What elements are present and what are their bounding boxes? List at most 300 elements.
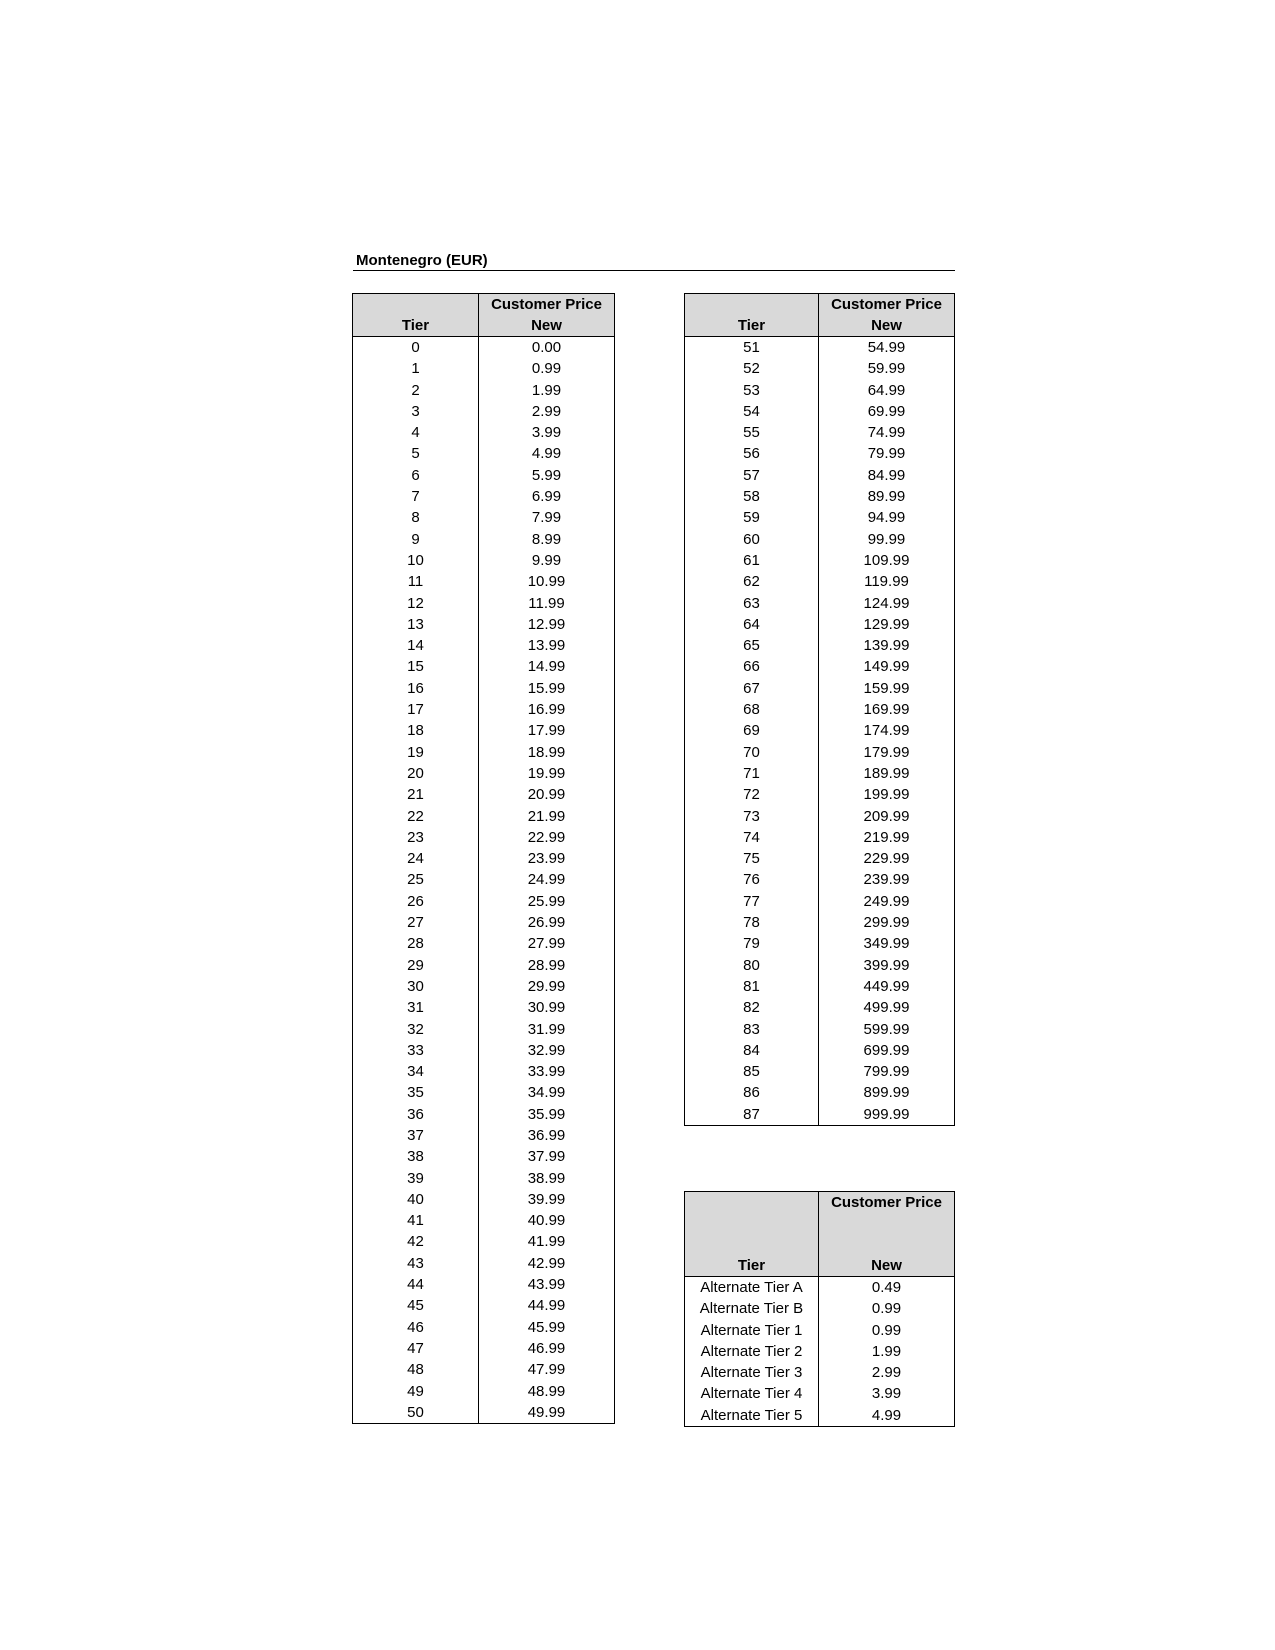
table-row — [353, 656, 615, 677]
tier-cell: 14 — [353, 635, 479, 656]
table-row — [685, 401, 955, 422]
table-row — [353, 571, 615, 592]
table-row — [685, 1341, 955, 1362]
price-cell: 48.99 — [479, 1381, 615, 1402]
table-row — [353, 720, 615, 741]
table-row — [685, 1298, 955, 1319]
tier-cell: 49 — [353, 1381, 479, 1402]
tier-header-label: Tier — [737, 317, 766, 334]
tier-cell: 60 — [685, 529, 819, 550]
tier-cell: 12 — [353, 593, 479, 614]
tier-cell: 71 — [685, 763, 819, 784]
table-row — [685, 1383, 955, 1404]
tier-cell: 57 — [685, 465, 819, 486]
table-row — [353, 976, 615, 997]
table-body — [685, 337, 955, 1126]
tier-cell: 51 — [685, 337, 819, 359]
table-row — [685, 1040, 955, 1061]
table-row — [353, 1125, 615, 1146]
price-cell: 40.99 — [479, 1210, 615, 1231]
table-row — [685, 443, 955, 464]
table-row — [685, 976, 955, 997]
table-row — [353, 593, 615, 614]
price-table-alternate — [684, 1191, 955, 1427]
tier-cell: 48 — [353, 1359, 479, 1380]
price-cell: 4.99 — [819, 1405, 955, 1427]
table-row — [353, 763, 615, 784]
price-cell: 41.99 — [479, 1231, 615, 1252]
price-cell: 174.99 — [819, 720, 955, 741]
price-cell: 35.99 — [479, 1104, 615, 1125]
table-row — [353, 635, 615, 656]
price-cell: 199.99 — [819, 784, 955, 805]
tier-column-header — [353, 294, 479, 337]
tier-cell: 56 — [685, 443, 819, 464]
price-cell: 799.99 — [819, 1061, 955, 1082]
table-row — [685, 784, 955, 805]
table-row — [685, 656, 955, 677]
tier-cell: 25 — [353, 869, 479, 890]
price-cell: 0.99 — [819, 1298, 955, 1319]
table-row — [685, 827, 955, 848]
table-row — [353, 1381, 615, 1402]
price-cell: 26.99 — [479, 912, 615, 933]
price-cell: 3.99 — [479, 422, 615, 443]
table-row — [685, 763, 955, 784]
tier-cell: Alternate Tier 4 — [685, 1383, 819, 1404]
price-cell: 47.99 — [479, 1359, 615, 1380]
price-cell: 38.99 — [479, 1168, 615, 1189]
price-cell: 20.99 — [479, 784, 615, 805]
price-cell: 399.99 — [819, 955, 955, 976]
tier-cell: 73 — [685, 806, 819, 827]
tier-cell: 69 — [685, 720, 819, 741]
table-row — [353, 1019, 615, 1040]
price-cell: 44.99 — [479, 1295, 615, 1316]
tier-cell: 7 — [353, 486, 479, 507]
tier-cell: 33 — [353, 1040, 479, 1061]
tier-cell: 86 — [685, 1082, 819, 1103]
tier-cell: 54 — [685, 401, 819, 422]
price-cell: 129.99 — [819, 614, 955, 635]
price-cell: 30.99 — [479, 997, 615, 1018]
price-cell: 4.99 — [479, 443, 615, 464]
price-cell: 12.99 — [479, 614, 615, 635]
tier-cell: 17 — [353, 699, 479, 720]
tier-cell: 26 — [353, 891, 479, 912]
tier-cell: 66 — [685, 656, 819, 677]
table-row — [353, 869, 615, 890]
price-header-line2: New — [871, 317, 902, 334]
table-row — [353, 742, 615, 763]
table-row — [353, 1274, 615, 1295]
price-cell: 14.99 — [479, 656, 615, 677]
tier-cell: 79 — [685, 933, 819, 954]
table-row — [353, 997, 615, 1018]
table-row — [353, 529, 615, 550]
table-row — [685, 912, 955, 933]
price-cell: 1.99 — [819, 1341, 955, 1362]
table-body — [353, 337, 615, 1424]
table-row — [353, 1253, 615, 1274]
price-header-line2: New — [871, 1257, 902, 1274]
table-row — [685, 1019, 955, 1040]
table-row — [353, 1317, 615, 1338]
table-row — [685, 678, 955, 699]
table-row — [353, 550, 615, 571]
tier-cell: 39 — [353, 1168, 479, 1189]
price-cell: 11.99 — [479, 593, 615, 614]
table-row — [685, 358, 955, 379]
price-cell: 27.99 — [479, 933, 615, 954]
table-row — [685, 486, 955, 507]
tier-cell: 15 — [353, 656, 479, 677]
table-row — [353, 401, 615, 422]
table-row — [353, 699, 615, 720]
tier-cell: 36 — [353, 1104, 479, 1125]
table-row — [685, 635, 955, 656]
price-cell: 24.99 — [479, 869, 615, 890]
price-cell: 249.99 — [819, 891, 955, 912]
table-row — [685, 593, 955, 614]
price-cell: 109.99 — [819, 550, 955, 571]
price-cell: 6.99 — [479, 486, 615, 507]
tier-cell: 3 — [353, 401, 479, 422]
table-row — [685, 933, 955, 954]
table-row — [685, 699, 955, 720]
tier-cell: Alternate Tier 1 — [685, 1320, 819, 1341]
price-cell: 43.99 — [479, 1274, 615, 1295]
price-table-left — [352, 293, 615, 1424]
table-row — [685, 848, 955, 869]
price-cell: 89.99 — [819, 486, 955, 507]
tier-cell: 81 — [685, 976, 819, 997]
tier-cell: 64 — [685, 614, 819, 635]
table-row — [353, 848, 615, 869]
tier-cell: 11 — [353, 571, 479, 592]
price-cell: 2.99 — [479, 401, 615, 422]
tier-cell: 22 — [353, 806, 479, 827]
tier-cell: 34 — [353, 1061, 479, 1082]
tier-cell: 55 — [685, 422, 819, 443]
table-row — [685, 891, 955, 912]
price-cell: 19.99 — [479, 763, 615, 784]
tier-cell: 74 — [685, 827, 819, 848]
price-cell: 59.99 — [819, 358, 955, 379]
table-row — [685, 337, 955, 359]
price-cell: 1.99 — [479, 380, 615, 401]
price-cell: 29.99 — [479, 976, 615, 997]
price-cell: 8.99 — [479, 529, 615, 550]
table-row — [353, 358, 615, 379]
table-row — [353, 678, 615, 699]
price-cell: 999.99 — [819, 1104, 955, 1126]
tier-cell: 83 — [685, 1019, 819, 1040]
price-column-header — [819, 1192, 955, 1277]
price-cell: 18.99 — [479, 742, 615, 763]
tier-cell: 1 — [353, 358, 479, 379]
price-cell: 699.99 — [819, 1040, 955, 1061]
price-cell: 79.99 — [819, 443, 955, 464]
tier-cell: 42 — [353, 1231, 479, 1252]
table-row — [685, 1320, 955, 1341]
price-cell: 15.99 — [479, 678, 615, 699]
table-row — [685, 1277, 955, 1299]
price-cell: 16.99 — [479, 699, 615, 720]
table-row — [685, 1104, 955, 1126]
price-cell: 0.49 — [819, 1277, 955, 1299]
tier-cell: 35 — [353, 1082, 479, 1103]
table-row — [353, 465, 615, 486]
tier-cell: Alternate Tier B — [685, 1298, 819, 1319]
price-cell: 499.99 — [819, 997, 955, 1018]
table-row — [353, 422, 615, 443]
table-body — [685, 1277, 955, 1427]
table-row — [685, 1082, 955, 1103]
table-row — [685, 1362, 955, 1383]
tier-cell: 4 — [353, 422, 479, 443]
price-cell: 7.99 — [479, 507, 615, 528]
price-cell: 189.99 — [819, 763, 955, 784]
price-cell: 899.99 — [819, 1082, 955, 1103]
tier-cell: 45 — [353, 1295, 479, 1316]
tier-cell: 68 — [685, 699, 819, 720]
tier-cell: 18 — [353, 720, 479, 741]
price-cell: 2.99 — [819, 1362, 955, 1383]
tier-header-label: Tier — [401, 317, 430, 334]
table-row — [353, 1082, 615, 1103]
price-column-header — [819, 294, 955, 337]
table-header-row — [685, 294, 955, 337]
price-cell: 209.99 — [819, 806, 955, 827]
table-row — [353, 933, 615, 954]
price-cell: 239.99 — [819, 869, 955, 890]
tier-cell: 21 — [353, 784, 479, 805]
price-cell: 49.99 — [479, 1402, 615, 1424]
tier-cell: 58 — [685, 486, 819, 507]
tier-header-label: Tier — [737, 1257, 766, 1274]
table-row — [353, 1210, 615, 1231]
tier-cell: 77 — [685, 891, 819, 912]
price-cell: 139.99 — [819, 635, 955, 656]
table-row — [353, 891, 615, 912]
price-cell: 13.99 — [479, 635, 615, 656]
tier-cell: 23 — [353, 827, 479, 848]
tier-cell: 2 — [353, 380, 479, 401]
price-cell: 34.99 — [479, 1082, 615, 1103]
table-row — [353, 337, 615, 359]
price-cell: 25.99 — [479, 891, 615, 912]
price-cell: 23.99 — [479, 848, 615, 869]
table-row — [353, 1338, 615, 1359]
price-cell: 99.99 — [819, 529, 955, 550]
price-cell: 39.99 — [479, 1189, 615, 1210]
tier-cell: 80 — [685, 955, 819, 976]
price-cell: 349.99 — [819, 933, 955, 954]
table-row — [685, 997, 955, 1018]
price-cell: 5.99 — [479, 465, 615, 486]
tier-cell: 6 — [353, 465, 479, 486]
table-row — [685, 869, 955, 890]
table-header-row — [685, 1192, 955, 1277]
tier-cell: 10 — [353, 550, 479, 571]
price-cell: 64.99 — [819, 380, 955, 401]
tier-cell: 16 — [353, 678, 479, 699]
price-cell: 17.99 — [479, 720, 615, 741]
price-cell: 449.99 — [819, 976, 955, 997]
price-column-header — [479, 294, 615, 337]
tier-cell: 27 — [353, 912, 479, 933]
table-row — [685, 614, 955, 635]
price-cell: 0.99 — [479, 358, 615, 379]
table-row — [353, 784, 615, 805]
tier-cell: Alternate Tier 2 — [685, 1341, 819, 1362]
price-table-right — [684, 293, 955, 1126]
tier-cell: 5 — [353, 443, 479, 464]
tier-cell: 82 — [685, 997, 819, 1018]
tier-cell: 59 — [685, 507, 819, 528]
tier-cell: 53 — [685, 380, 819, 401]
table-row — [353, 1168, 615, 1189]
tier-column-header — [685, 1192, 819, 1277]
tier-cell: 78 — [685, 912, 819, 933]
table-row — [685, 550, 955, 571]
table-row — [685, 422, 955, 443]
table-row — [353, 614, 615, 635]
tier-cell: 29 — [353, 955, 479, 976]
price-cell: 42.99 — [479, 1253, 615, 1274]
price-cell: 0.99 — [819, 1320, 955, 1341]
tier-cell: 43 — [353, 1253, 479, 1274]
tier-cell: 20 — [353, 763, 479, 784]
tier-cell: Alternate Tier 5 — [685, 1405, 819, 1427]
tier-cell: Alternate Tier 3 — [685, 1362, 819, 1383]
price-cell: 46.99 — [479, 1338, 615, 1359]
tier-cell: 19 — [353, 742, 479, 763]
price-header-line2: New — [531, 317, 562, 334]
table-row — [353, 1402, 615, 1424]
tier-cell: 67 — [685, 678, 819, 699]
table-row — [353, 1231, 615, 1252]
table-row — [685, 571, 955, 592]
price-cell: 229.99 — [819, 848, 955, 869]
tier-cell: 47 — [353, 1338, 479, 1359]
price-cell: 33.99 — [479, 1061, 615, 1082]
price-header-line1: Customer Price — [831, 296, 942, 313]
table-row — [353, 380, 615, 401]
price-cell: 119.99 — [819, 571, 955, 592]
tier-cell: 52 — [685, 358, 819, 379]
table-row — [353, 827, 615, 848]
tier-cell: 38 — [353, 1146, 479, 1167]
price-cell: 74.99 — [819, 422, 955, 443]
tier-cell: 72 — [685, 784, 819, 805]
table-row — [353, 912, 615, 933]
price-header-line1: Customer Price — [491, 296, 602, 313]
table-row — [353, 806, 615, 827]
table-row — [685, 380, 955, 401]
tier-cell: 62 — [685, 571, 819, 592]
tier-cell: 37 — [353, 1125, 479, 1146]
price-cell: 10.99 — [479, 571, 615, 592]
price-cell: 45.99 — [479, 1317, 615, 1338]
tier-cell: 0 — [353, 337, 479, 359]
price-cell: 3.99 — [819, 1383, 955, 1404]
table-row — [353, 1359, 615, 1380]
table-row — [685, 1061, 955, 1082]
price-cell: 54.99 — [819, 337, 955, 359]
tier-cell: 87 — [685, 1104, 819, 1126]
price-cell: 159.99 — [819, 678, 955, 699]
tier-cell: 85 — [685, 1061, 819, 1082]
price-cell: 599.99 — [819, 1019, 955, 1040]
price-cell: 94.99 — [819, 507, 955, 528]
tier-cell: 41 — [353, 1210, 479, 1231]
price-cell: 179.99 — [819, 742, 955, 763]
table-row — [353, 1040, 615, 1061]
table-row — [685, 507, 955, 528]
table-row — [685, 465, 955, 486]
table-row — [353, 486, 615, 507]
tier-column-header — [685, 294, 819, 337]
price-cell: 124.99 — [819, 593, 955, 614]
table-row — [353, 507, 615, 528]
tier-cell: 75 — [685, 848, 819, 869]
price-cell: 149.99 — [819, 656, 955, 677]
tier-cell: 50 — [353, 1402, 479, 1424]
tier-cell: 46 — [353, 1317, 479, 1338]
price-cell: 9.99 — [479, 550, 615, 571]
tier-cell: 31 — [353, 997, 479, 1018]
price-cell: 0.00 — [479, 337, 615, 359]
tier-cell: 65 — [685, 635, 819, 656]
table-row — [353, 1189, 615, 1210]
tier-cell: 28 — [353, 933, 479, 954]
tier-cell: 44 — [353, 1274, 479, 1295]
tier-cell: 63 — [685, 593, 819, 614]
tier-cell: 8 — [353, 507, 479, 528]
tier-cell: 61 — [685, 550, 819, 571]
price-cell: 37.99 — [479, 1146, 615, 1167]
table-row — [685, 529, 955, 550]
price-cell: 84.99 — [819, 465, 955, 486]
tier-cell: 9 — [353, 529, 479, 550]
tier-cell: 84 — [685, 1040, 819, 1061]
table-row — [685, 806, 955, 827]
price-cell: 22.99 — [479, 827, 615, 848]
tier-cell: 24 — [353, 848, 479, 869]
tier-cell: 13 — [353, 614, 479, 635]
table-row — [685, 742, 955, 763]
price-cell: 169.99 — [819, 699, 955, 720]
table-header-row — [353, 294, 615, 337]
table-row — [353, 1146, 615, 1167]
table-row — [685, 955, 955, 976]
price-cell: 36.99 — [479, 1125, 615, 1146]
price-cell: 21.99 — [479, 806, 615, 827]
table-row — [353, 1295, 615, 1316]
table-row — [353, 955, 615, 976]
table-row — [353, 443, 615, 464]
price-header-line1: Customer Price — [831, 1194, 942, 1211]
tier-cell: 76 — [685, 869, 819, 890]
tier-cell: 40 — [353, 1189, 479, 1210]
price-cell: 219.99 — [819, 827, 955, 848]
page-title: Montenegro (EUR) — [353, 251, 955, 271]
price-cell: 31.99 — [479, 1019, 615, 1040]
tier-cell: 30 — [353, 976, 479, 997]
tier-cell: 70 — [685, 742, 819, 763]
